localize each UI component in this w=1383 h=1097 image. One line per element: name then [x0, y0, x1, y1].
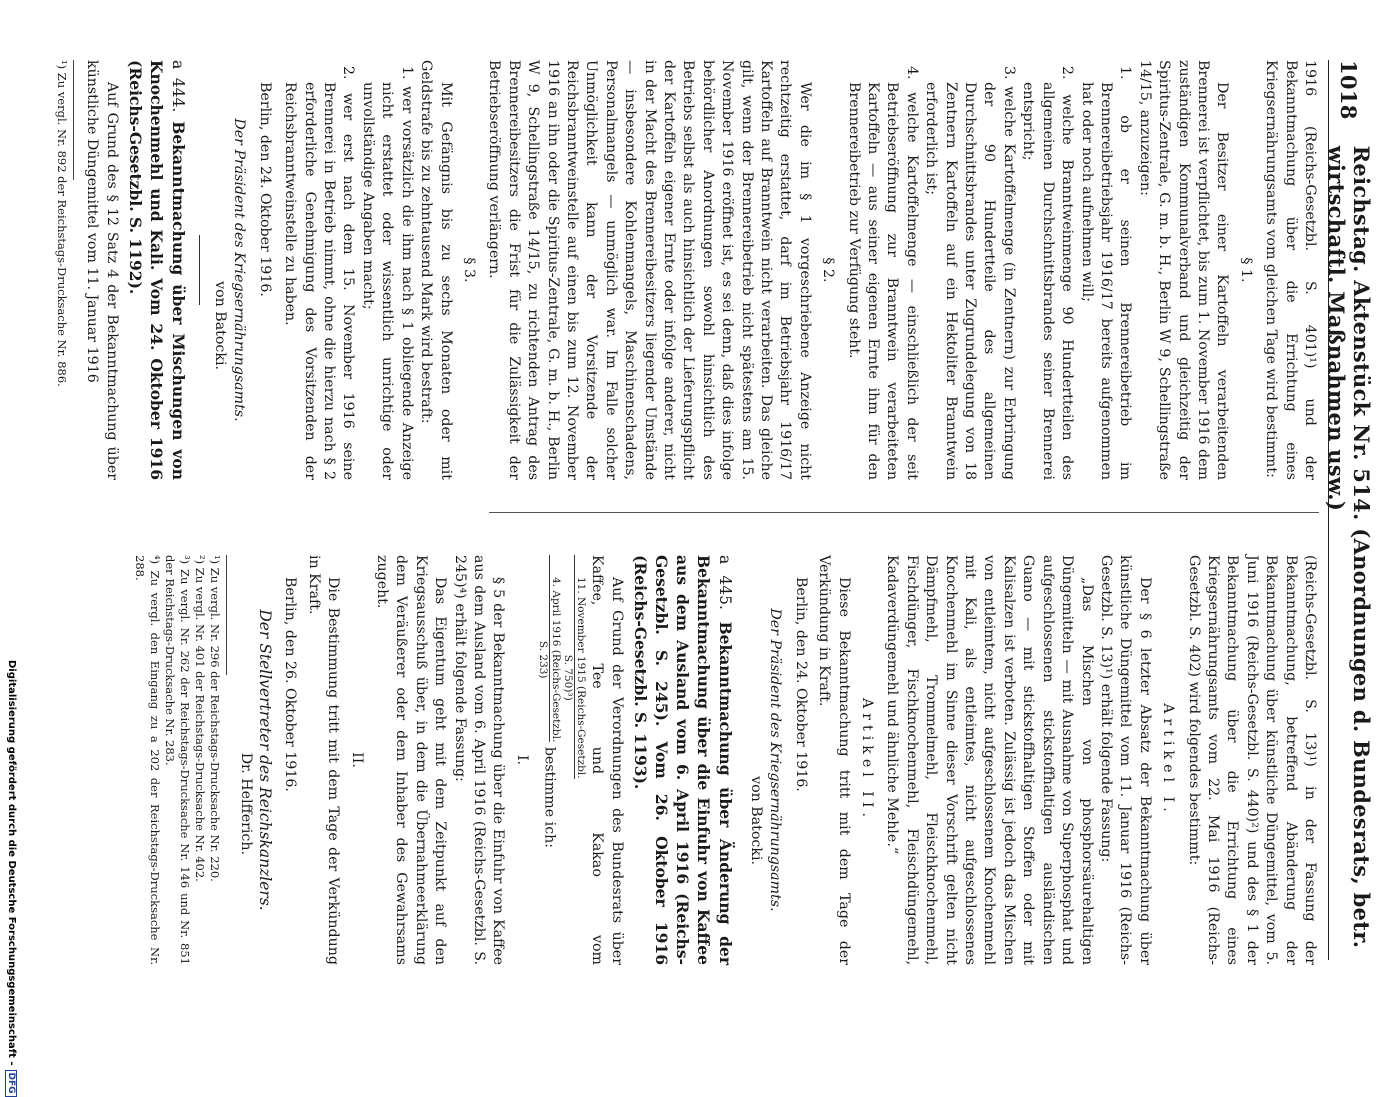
- left-signatory-name: von Batocki.: [212, 281, 229, 370]
- page-number: 1018: [1336, 60, 1362, 120]
- right-footnote: ³) Zu vergl. Nr. 262 der Reichstags-Drucksache Nr. 146 und Nr. 851 der Reichstags-Drucksache Nr. 283.: [163, 555, 193, 965]
- a444-title: Bekanntmachung über Mischungen von Knochenmehl und Kali. Vom 24. Oktober 1916 (Reichs-Gesetzbl. S. 1192).: [125, 60, 188, 480]
- right-column: [132, 555, 1319, 965]
- section-2-text: Wer die im § 1 vorgeschriebene Anzeige nicht rechtzeitig erstattet, darf im Betriebsjahr 1916/17 Kartoffeln auf Branntwein nicht verarbeiten. Das gleiche gilt, wenn der Brennereibetrieb nicht spätestens am 15. November 1916 eröffnet ist, es sei denn, daß dies infolge behördlicher Anordnungen sowohl hinsichtlich des Betriebs selbst als auch hinsichtlich der Lieferungspflicht der Kartoffeln eigener Ernte oder infolge anderer, nicht in der Macht des Brennereibesitzers liegender Umstände — insbesondere Kohlenmangels, Maschinenschadens, Personalmangels — unmöglich war. Im Falle solcher Unmöglichkeit kann der Vorsitzende der Reichsbranntweinstelle auf einen bis zum 12. November 1916 an ihn oder die Spiritus-Zentrale, G. m. b. H., Berlin W 9, Schellingstraße 14/15, zu richtenden Antrag des Brennereibesitzers die Frist für die Zulässigkeit der Betriebseröffnung verlängern.: [486, 60, 813, 480]
- section-1-item: 3. welche Kartoffelmenge (in Zentnern) zur Erbringung der 90 Hundertteile des allgemeinen Durchschnittsbrandes unter Zugrundelegung von 18 Zentnern Kartoffeln auf ein Hektoliter Branntwein erforderlich ist;: [923, 66, 1017, 480]
- date-fraction-1: [562, 555, 587, 779]
- section-1-heading: § 1.: [1237, 257, 1254, 283]
- footnote-rule: [73, 60, 74, 180]
- right-signatory-1-name: von Batocki.: [748, 776, 765, 865]
- section-3-text: Mit Gefängnis bis zu sechs Monaten oder mit Geldstrafe bis zu zehntausend Mark wird bestraft:: [418, 60, 454, 480]
- right-signatory-2-name: Dr. Helfferich.: [237, 752, 254, 855]
- separator-rule: [199, 235, 200, 305]
- a445-text-end: bestimme ich:: [541, 746, 558, 849]
- a444-heading: [125, 60, 189, 480]
- roman-1-quote: Das Eigentum geht mit dem Zeitpunkt auf den Kriegsausschuß über, in dem die Übernahmeerklärung dem Veräußerer oder dem Inhaber des Gewahrsams zugeht.: [373, 555, 449, 965]
- left-footnote: ¹) Zu vergl. Nr. 892 der Reichstags-Drucksache Nr. 886.: [54, 60, 69, 387]
- left-intro: 1916 (Reichs-Gesetzbl. S. 401)¹) und der Bekanntmachung über die Errichtung eines Kriegsernährungsamts vom gleichen Tage wird bestimmt:: [1263, 60, 1318, 480]
- a444-text: Auf Grund des § 12 Satz 4 der Bekanntmachung über künstliche Düngemittel vom 11. Januar 1916: [84, 60, 120, 480]
- a444-mark: a 444.: [168, 60, 187, 113]
- right-footnote: ⁴) Zu vergl. den Eingang zu a 202 der Reichstags-Drucksache Nr. 288.: [133, 555, 163, 965]
- article-1-heading: Artikel I.: [1160, 703, 1177, 817]
- section-3-heading: § 3.: [460, 257, 477, 283]
- section-3-item: 2. wer erst nach dem 15. November 1916 seine Brennerei in Betrieb nimmt, ohne die hierzu nach § 2 erforderliche Genehmigung des Vorsitzenden der Reichsbranntweinstelle zu haben.: [282, 66, 357, 480]
- roman-1-text: § 5 der Bekanntmachung über die Einfuhr von Kaffee aus dem Ausland vom 6. April 1916 (Reichs-Gesetzbl. S. 245)⁴) erhält folgende Fassung:: [451, 555, 507, 965]
- section-2-heading: § 2.: [820, 257, 837, 283]
- running-title: Reichstag. Aktenstück Nr. 514. (Anordnungen d. Bundesrats, betr. wirtschaftl. Maßnahmen usw.): [1324, 145, 1374, 949]
- article-1-quote: „Das Mischen von phosphorsäurehaltigen Düngemitteln — mit Ausnahme von Superphosphat und aufgeschlossenen stickstoffhaltigen ausländischen Guano — mit stickstoffhaltigen Stoffen oder mit Kalisalzen ist verboten. Zulässig ist jedoch das Mischen von entleimtem, nicht aufgeschlossenem Knochenmehl mit Kali, als entleimtes, nicht aufgeschlossenes Knochenmehl im Sinne dieser Vorschrift gelten nicht Dämpfmehl, Trommelmehl, Fleischknochenmehl, Fischdünger, Fischknochenmehl, Fleischdüngemehl, Kadaverdüngemehl und ähnliche Mehle.“: [884, 555, 1095, 965]
- digitization-credit: [3, 660, 17, 1094]
- credit-text: Digitalisierung gefördert durch die Deutsche Forschungsgemeinschaft -: [6, 660, 17, 1066]
- left-signatory-title: Der Präsident des Kriegsernährungsamts.: [231, 118, 248, 422]
- a445-text-start: Auf Grund der Verordnungen des Bundesrats über Kaffee, Tee und Kakao vom: [589, 555, 625, 965]
- article-2-text: Diese Bekanntmachung tritt mit dem Tage der Verkündung in Kraft.: [816, 555, 852, 965]
- left-date: Berlin, den 24. Oktober 1916.: [256, 82, 273, 297]
- article-2-heading: Artikel II.: [859, 697, 876, 823]
- right-signatory-1-title: Der Präsident des Kriegsernährungsamts.: [767, 608, 784, 912]
- section-3-item: 1. wer vorsätzlich die ihm nach § 1 obliegende Anzeige nicht erstattet oder wissentlich unrichtige oder unvollständige Angaben macht;: [359, 66, 415, 480]
- fraction-1-top: 11. November 1915 (Reichs-Gesetzbl.: [574, 555, 587, 779]
- roman-2-heading: II.: [348, 752, 365, 768]
- fraction-2-top: 4. April 1916 (Reichs-Gesetzbl.: [549, 555, 562, 742]
- date-fraction-2: [537, 555, 562, 742]
- a445-text: [537, 555, 626, 965]
- right-date-2: Berlin, den 26. Oktober 1916.: [282, 577, 299, 792]
- a445-heading: [630, 555, 736, 965]
- fraction-2-bottom: S. 233): [536, 640, 549, 679]
- footnote-rule: [226, 555, 227, 675]
- roman-2-text: Die Bestimmung tritt mit dem Tage der Verkündung in Kraft.: [305, 555, 342, 965]
- right-footnote: ²) Zu vergl. Nr. 401 der Reichstags-Drucksache Nr. 402.: [193, 555, 208, 882]
- right-signatory-2-title: Der Stellvertreter des Reichskanzlers.: [255, 609, 274, 911]
- a445-mark: a 445.: [715, 555, 734, 610]
- section-1-item: 4. welche Kartoffelmenge — einschließlich der seit Betriebseröffnung zur Branntwein verarbeiteten Kartoffeln — aus seiner eigenen Ernte ihm für den Brennereibetrieb zur Verfügung steht.: [845, 66, 920, 480]
- left-column: [54, 60, 1319, 480]
- fraction-1-bottom: S. 750)³): [561, 654, 574, 701]
- section-1-item: 1. ob er seinen Brennereibetrieb im Brennereibetriebsjahr 1916/17 bereits aufgenommen hat oder noch aufnehmen will;: [1078, 66, 1134, 480]
- right-footnote: ¹) Zu vergl. Nr. 296 der Reichstags-Drucksache Nr. 220.: [208, 555, 223, 882]
- roman-1-heading: I.: [513, 754, 530, 766]
- section-1-item: 2. welche Branntweinmenge 90 Hundertteilen des allgemeinen Durchschnittsbrandes seiner Brennerei entspricht;: [1020, 66, 1076, 480]
- a445-title: Bekanntmachung über Änderung der Bekanntmachung über die Einfuhr von Kaffee aus dem Ausland vom 6. April 1916 (Reichs-Gesetzbl. S. 245). Vom 26. Oktober 1916 (Reichs-Gesetzbl. S. 1193).: [630, 555, 735, 965]
- section-1-text: Der Besitzer einer Kartoffeln verarbeitenden Brennerei ist verpflichtet, bis zum 1. November 1916 dem zuständigen Kommunalverband und gleichzeitig der Spiritus-Zentrale, G. m. b. H., Berlin W 9, Schellingstraße 14/15, anzuzeigen:: [1136, 60, 1231, 480]
- dfg-logo: DFG: [5, 1070, 17, 1097]
- running-header: [1324, 60, 1374, 960]
- column-divider: [489, 512, 1319, 513]
- right-intro: (Reichs-Gesetzbl. S. 13)¹) in der Fassung der Bekanntmachung, betreffend Abänderung der Bekanntmachung über künstliche Düngemittel, vom 5. Juni 1916 (Reichs-Gesetzbl. S. 440)²) und des § 1 der Bekanntmachung über die Errichtung eines Kriegsernährungsamts vom 22. Mai 1916 (Reichs-Gesetzbl. S. 402) wird folgendes bestimmt:: [1185, 555, 1318, 965]
- right-date-1: Berlin, den 24. Oktober 1916.: [792, 577, 809, 792]
- article-1-text: Der § 6 letzter Absatz der Bekanntmachung über künstliche Düngemittel vom 11. Januar 1916 (Reichs-Gesetzbl. S. 13)¹) erhält folgende Fassung:: [1097, 555, 1153, 965]
